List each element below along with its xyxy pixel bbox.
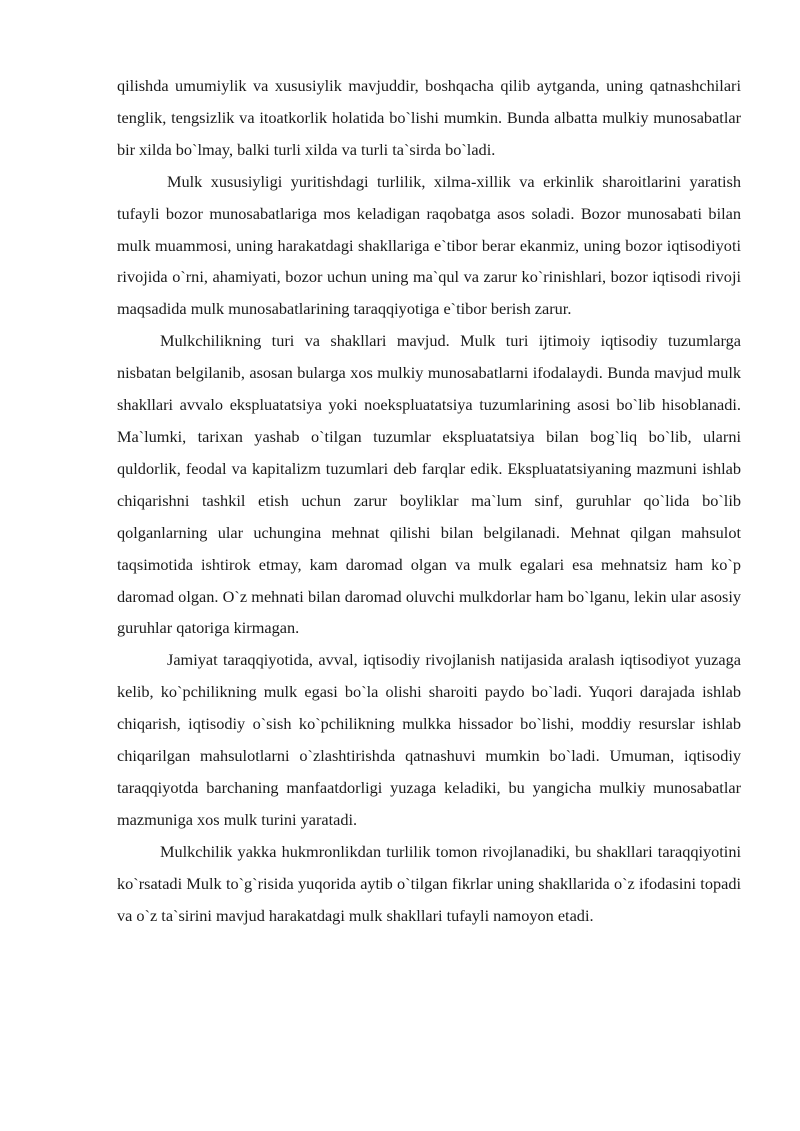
paragraph-property-types: Mulkchilikning turi va shakllari mavjud. Mulk turi ijtimoiy iqtisodiy tuzumlarga nisbatan belgilanib, asosan bularga xos mulkiy munosabatlarni ifodalaydi. Bunda mavjud mulk shakllari avvalo ekspluatatsiya yoki noekspluatatsiya tuzumlarining asosi bo`lib hisoblanadi. Ma`lumki, tarixan yashab o`tilgan tuzumlar ekspluatatsiya bilan bog`liq bo`lib, ularni quldorlik, feodal va kapitalizm tuzumlari deb farqlar edik. Ekspluatatsiyaning mazmuni ishlab chiqarishni tashkil etish uchun zarur boyliklar ma`lum sinf, guruhlar qo`lida bo`lib qolganlarning ular uchungina mehnat qilishi bilan belgilanadi. Mehnat qilgan mahsulot taqsimotida ishtirok etmay, kam daromad olgan va mulk egalari esa mehnatsiz ham ko`p daromad olgan. O`z mehnati bilan daromad oluvchi mulkdorlar ham bo`lganu, lekin ular asosiy guruhlar qatoriga kirmagan. <box>117 331 741 638</box>
paragraph-continuation: qilishda umumiylik va xususiylik mavjuddir, boshqacha qilib aytganda, uning qatnashchilari tenglik, tengsizlik va itoatkorlik holatida bo`lishi mumkin. Bunda albatta mulkiy munosabatlar bir xilda bo`lmay, balki turli xilda va turli ta`sirda bo`ladi. <box>117 76 741 159</box>
paragraph-private-property: Mulk xususiyligi yuritishdagi turlilik, xilma-xillik va erkinlik sharoitlarini yaratish tufayli bozor munosabatlariga mos keladigan raqobatga asos soladi. Bozor munosabati bilan mulk muammosi, uning harakatdagi shakllariga e`tibor berar ekanmiz, uning bozor iqtisodiyoti rivojida o`rni, ahamiyati, bozor uchun uning ma`qul va zarur ko`rinishlari, bozor iqtisodi rivoji maqsadida mulk munosabatlarining taraqqiyotiga e`tibor berish zarur. <box>117 171 741 319</box>
paragraph-society-development: Jamiyat taraqqiyotida, avval, iqtisodiy rivojlanish natijasida aralash iqtisodiyot yuzaga kelib, ko`pchilikning mulk egasi bo`la olishi sharoiti paydo bo`ladi. Yuqori darajada ishlab chiqarish, iqtisodiy o`sish ko`pchilikning mulkka hissador bo`lishi, moddiy resurslar ishlab chiqarilgan mahsulotlarni o`zlashtirishda qatnashuvi mumkin bo`ladi. Umuman, iqtisodiy taraqqiyotda barchaning manfaatdorligi yuzaga keladiki, bu yangicha mulkiy munosabatlar mazmuniga xos mulk turini yaratadi. <box>117 650 741 829</box>
paragraph-property-forms: Mulkchilik yakka hukmronlikdan turlilik tomon rivojlanadiki, bu shakllari taraqqiyotini ko`rsatadi Mulk to`g`risida yuqorida aytib o`tilgan fikrlar uning shakllarida o`z ifodasini topadi va o`z ta`sirini mavjud harakatdagi mulk shakllari tufayli namoyon etadi. <box>117 841 741 925</box>
document-page <box>117 70 741 931</box>
